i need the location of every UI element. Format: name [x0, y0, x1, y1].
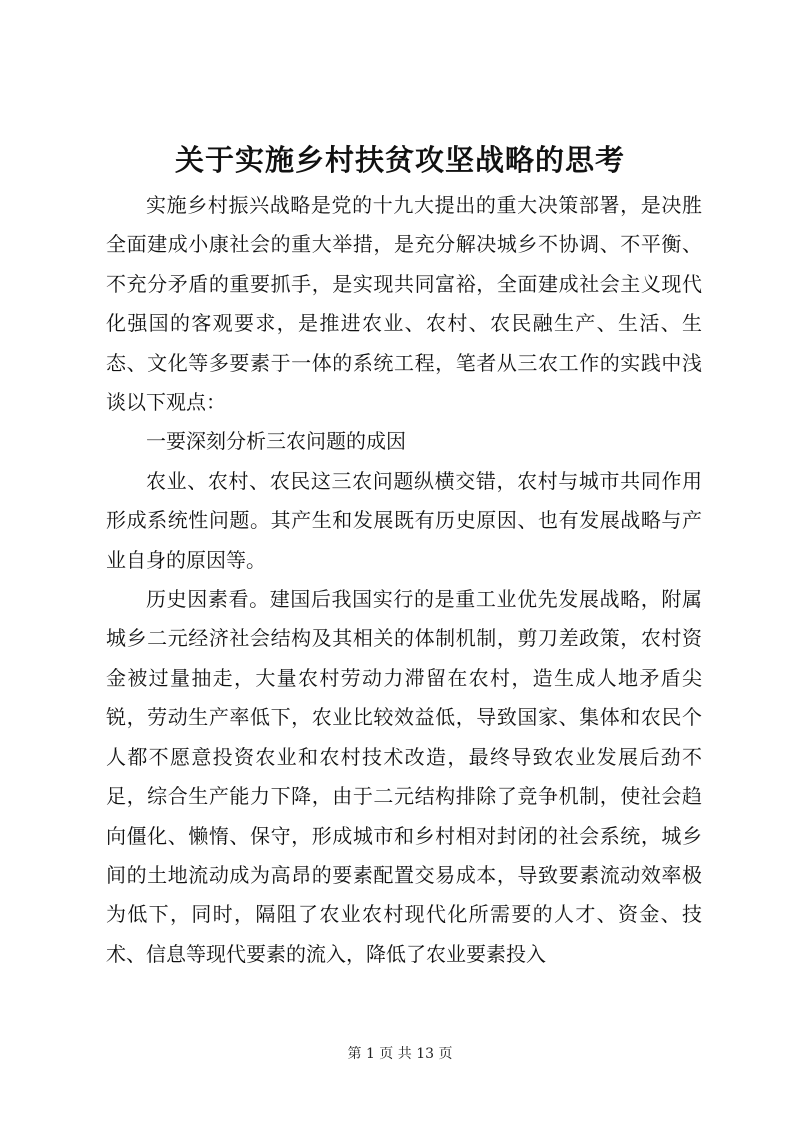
paragraph-causes: 农业、农村、农民这三农问题纵横交错，农村与城市共同作用形成系统性问题。其产生和发展既有历史原因、也有发展战略与产业自身的原因等。 — [106, 468, 702, 572]
page-footer: 第 1 页 共 13 页 — [347, 1046, 453, 1062]
document-body — [106, 186, 702, 974]
paragraph-intro: 实施乡村振兴战略是党的十九大提出的重大决策部署，是决胜全面建成小康社会的重大举措，是充分解决城乡不协调、不平衡、不充分矛盾的重要抓手，是实现共同富裕，全面建成社会主义现代化强国的客观要求，是推进农业、农村、农民融生产、生活、生态、文化等多要素于一体的系统工程，笔者从三农工作的实践中浅谈以下观点： — [106, 193, 702, 415]
document-title: 关于实施乡村扶贫攻坚战略的思考 — [174, 143, 625, 177]
paragraph-history: 历史因素看。建国后我国实行的是重工业优先发展战略，附属城乡二元经济社会结构及其相关的体制机制，剪刀差政策，农村资金被过量抽走，大量农村劳动力滞留在农村，造生成人地矛盾尖锐，劳动生产率低下，农业比较效益低，导致国家、集体和农民个人都不愿意投资农业和农村技术改造，最终导致农业发展后劲不足，综合生产能力下降，由于二元结构排除了竞争机制，使社会趋向僵化、懒惰、保守，形成城市和乡村相对封闭的社会系统，城乡间的土地流动成为高昂的要素配置交易成本，导致要素流动效率极为低下，同时，隔阻了农业农村现代化所需要的人才、资金、技术、信息等现代要素的流入，降低了农业要素投入 — [106, 587, 702, 966]
paragraph-heading: 一要深刻分析三农问题的成因 — [146, 429, 406, 454]
